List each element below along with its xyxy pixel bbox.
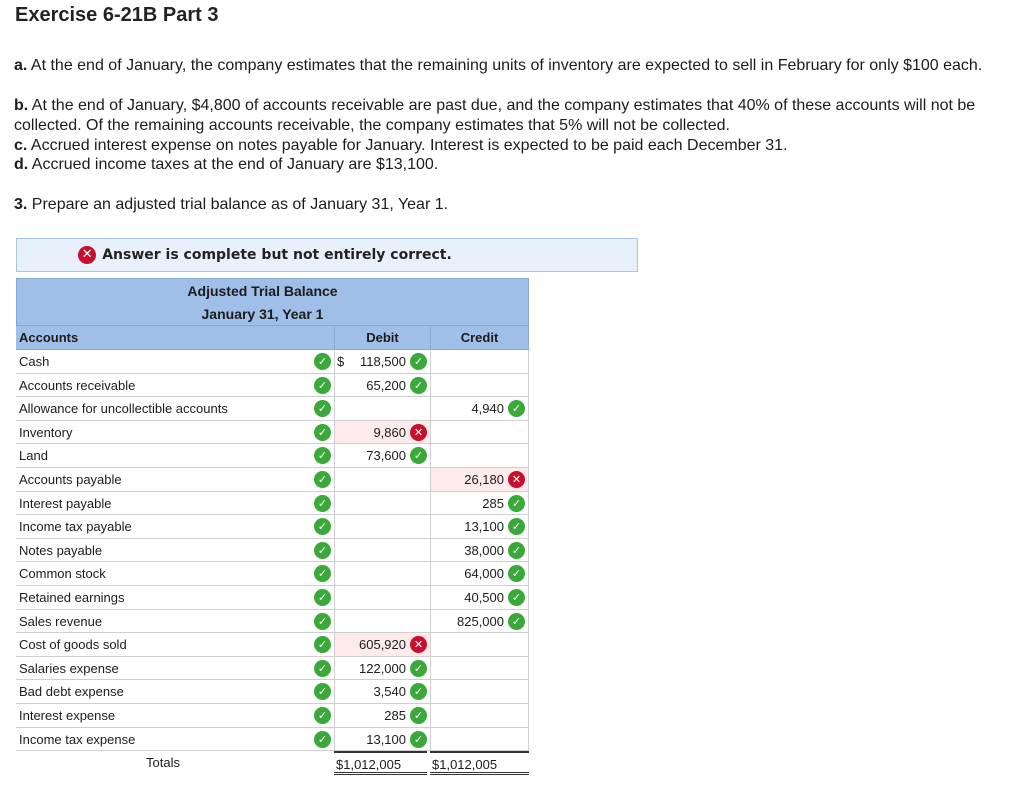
credit-input[interactable] xyxy=(430,350,529,373)
account-name: Income tax expense xyxy=(19,731,136,747)
debit-input[interactable] xyxy=(334,444,430,467)
debit-input-value: 9,860 xyxy=(373,424,406,440)
debit-input[interactable] xyxy=(334,728,430,751)
total-debit: $1,012,005 xyxy=(334,751,427,775)
debit-input[interactable] xyxy=(334,539,430,562)
check-circle-icon: ✓ xyxy=(314,660,331,677)
account-name: Common stock xyxy=(19,566,106,582)
check-circle-icon: ✓ xyxy=(314,565,331,582)
credit-column-header: Credit xyxy=(430,326,529,349)
check-circle-icon: ✓ xyxy=(314,518,331,535)
account-name: Allowance for uncollectible accounts xyxy=(19,401,228,417)
check-circle-icon: ✓ xyxy=(410,377,427,394)
credit-input[interactable] xyxy=(430,374,529,397)
requirement-b: b. At the end of January, $4,800 of accounts receivable are past due, and the company estimates that 40% of these accounts will not be collected. Of the remaining accounts receivable, the company estimates that 5% will not be collected. xyxy=(14,97,976,134)
credit-input[interactable] xyxy=(430,492,529,515)
table-row xyxy=(16,633,529,657)
check-circle-icon: ✓ xyxy=(314,707,331,724)
x-circle-icon: ✕ xyxy=(78,246,96,264)
debit-input[interactable] xyxy=(334,421,430,444)
debit-input[interactable] xyxy=(334,633,430,656)
account-name: Cost of goods sold xyxy=(19,637,127,653)
answer-status-banner xyxy=(16,238,638,272)
check-circle-icon: ✓ xyxy=(508,589,525,606)
debit-input-value: 605,920 xyxy=(359,637,406,653)
table-row xyxy=(16,421,529,445)
x-circle-icon: ✕ xyxy=(508,471,525,488)
check-circle-icon: ✓ xyxy=(410,707,427,724)
debit-input-value: 118,500 xyxy=(359,354,406,369)
table-row xyxy=(16,728,529,752)
credit-input[interactable] xyxy=(430,515,529,538)
table-row xyxy=(16,657,529,681)
account-name: Salaries expense xyxy=(19,660,119,676)
debit-input-value: 13,100 xyxy=(366,731,406,747)
table-title: Adjusted Trial Balance xyxy=(187,283,338,299)
credit-input-value: 285 xyxy=(482,495,504,511)
check-circle-icon: ✓ xyxy=(314,447,331,464)
check-circle-icon: ✓ xyxy=(508,565,525,582)
credit-input[interactable] xyxy=(430,586,529,609)
check-circle-icon: ✓ xyxy=(314,424,331,441)
x-circle-icon: ✕ xyxy=(410,424,427,441)
page-title: Exercise 6-21B Part 3 xyxy=(15,4,219,26)
debit-input-value: 65,200 xyxy=(366,377,406,393)
table-row xyxy=(16,680,529,704)
check-circle-icon: ✓ xyxy=(314,377,331,394)
check-circle-icon: ✓ xyxy=(314,683,331,700)
debit-input[interactable] xyxy=(334,680,430,703)
table-row xyxy=(16,539,529,563)
total-credit: $1,012,005 xyxy=(430,751,529,775)
table-row xyxy=(16,610,529,634)
account-name: Accounts payable xyxy=(19,471,122,487)
table-row xyxy=(16,397,529,421)
check-circle-icon: ✓ xyxy=(314,400,331,417)
check-circle-icon: ✓ xyxy=(410,353,427,370)
table-row xyxy=(16,350,529,374)
account-name: Sales revenue xyxy=(19,613,103,629)
requirement-a: a. At the end of January, the company estimates that the remaining units of inventory are expected to sell in February for only $100 each. xyxy=(14,57,983,74)
credit-input-value: 825,000 xyxy=(457,613,504,629)
credit-input[interactable] xyxy=(430,728,529,751)
table-row xyxy=(16,515,529,539)
check-circle-icon: ✓ xyxy=(410,660,427,677)
account-name: Notes payable xyxy=(19,542,103,558)
table-row xyxy=(16,562,529,586)
account-name: Cash xyxy=(19,354,50,369)
table-row xyxy=(16,704,529,728)
credit-input-value: 26,180 xyxy=(464,471,504,487)
requirement-c: c. Accrued interest expense on notes payable for January. Interest is expected to be paid each December 31. xyxy=(14,137,788,154)
account-name: Bad debt expense xyxy=(19,684,124,700)
credit-input[interactable] xyxy=(430,657,529,680)
credit-input[interactable] xyxy=(430,610,529,633)
credit-input[interactable] xyxy=(430,562,529,585)
credit-input[interactable] xyxy=(430,633,529,656)
table-row xyxy=(16,586,529,610)
credit-input-value: 4,940 xyxy=(471,401,504,417)
check-circle-icon: ✓ xyxy=(410,683,427,700)
check-circle-icon: ✓ xyxy=(314,542,331,559)
credit-input[interactable] xyxy=(430,680,529,703)
debit-input[interactable] xyxy=(334,657,430,680)
account-name: Interest payable xyxy=(19,495,112,511)
accounts-column-header: Accounts xyxy=(19,330,79,345)
currency-symbol: $ xyxy=(337,354,345,369)
check-circle-icon: ✓ xyxy=(508,542,525,559)
account-name: Retained earnings xyxy=(19,589,125,605)
check-circle-icon: ✓ xyxy=(314,589,331,606)
check-circle-icon: ✓ xyxy=(410,731,427,748)
debit-input[interactable] xyxy=(334,586,430,609)
x-circle-icon: ✕ xyxy=(410,636,427,653)
table-row xyxy=(16,374,529,398)
check-circle-icon: ✓ xyxy=(508,613,525,630)
debit-input-value: 3,540 xyxy=(373,684,406,700)
debit-input-value: 122,000 xyxy=(359,660,406,676)
debit-input[interactable] xyxy=(334,562,430,585)
debit-input[interactable] xyxy=(334,350,430,373)
table-row xyxy=(16,444,529,468)
question-3: 3. Prepare an adjusted trial balance as of January 31, Year 1. xyxy=(14,196,449,213)
debit-input[interactable] xyxy=(334,515,430,538)
column-headers xyxy=(16,326,529,350)
table-row xyxy=(16,492,529,516)
credit-input[interactable] xyxy=(430,444,529,467)
check-circle-icon: ✓ xyxy=(314,613,331,630)
account-name: Income tax payable xyxy=(19,519,132,535)
credit-input-value: 64,000 xyxy=(464,566,504,582)
debit-input[interactable] xyxy=(334,704,430,727)
debit-input-value: 73,600 xyxy=(366,448,406,464)
debit-input[interactable] xyxy=(334,492,430,515)
credit-input-value: 13,100 xyxy=(464,519,504,535)
debit-column-header: Debit xyxy=(334,326,430,349)
credit-input-value: 38,000 xyxy=(464,542,504,558)
credit-input[interactable] xyxy=(430,468,529,491)
check-circle-icon: ✓ xyxy=(314,495,331,512)
debit-input[interactable] xyxy=(334,397,430,420)
credit-input[interactable] xyxy=(430,421,529,444)
check-circle-icon: ✓ xyxy=(508,400,525,417)
account-name: Accounts receivable xyxy=(19,377,136,393)
answer-status-text: Answer is complete but not entirely correct. xyxy=(102,247,452,263)
check-circle-icon: ✓ xyxy=(314,731,331,748)
account-name: Inventory xyxy=(19,424,73,440)
totals-label: Totals xyxy=(146,755,180,771)
requirement-d: d. Accrued income taxes at the end of January are $13,100. xyxy=(14,156,439,173)
account-name: Land xyxy=(19,448,48,464)
table-date: January 31, Year 1 xyxy=(201,306,324,322)
table-row xyxy=(16,468,529,492)
check-circle-icon: ✓ xyxy=(314,636,331,653)
debit-input[interactable] xyxy=(334,374,430,397)
account-name: Interest expense xyxy=(19,707,116,723)
check-circle-icon: ✓ xyxy=(314,353,331,370)
debit-input[interactable] xyxy=(334,468,430,491)
totals-row xyxy=(16,751,529,775)
check-circle-icon: ✓ xyxy=(410,447,427,464)
check-circle-icon: ✓ xyxy=(508,518,525,535)
adjusted-trial-balance-table xyxy=(16,278,529,775)
debit-input-value: 285 xyxy=(384,707,406,723)
credit-input[interactable] xyxy=(430,397,529,420)
table-header xyxy=(16,278,529,326)
credit-input[interactable] xyxy=(430,704,529,727)
debit-input[interactable] xyxy=(334,610,430,633)
credit-input-value: 40,500 xyxy=(464,589,504,605)
check-circle-icon: ✓ xyxy=(314,471,331,488)
credit-input[interactable] xyxy=(430,539,529,562)
check-circle-icon: ✓ xyxy=(508,495,525,512)
table-body xyxy=(16,350,529,751)
